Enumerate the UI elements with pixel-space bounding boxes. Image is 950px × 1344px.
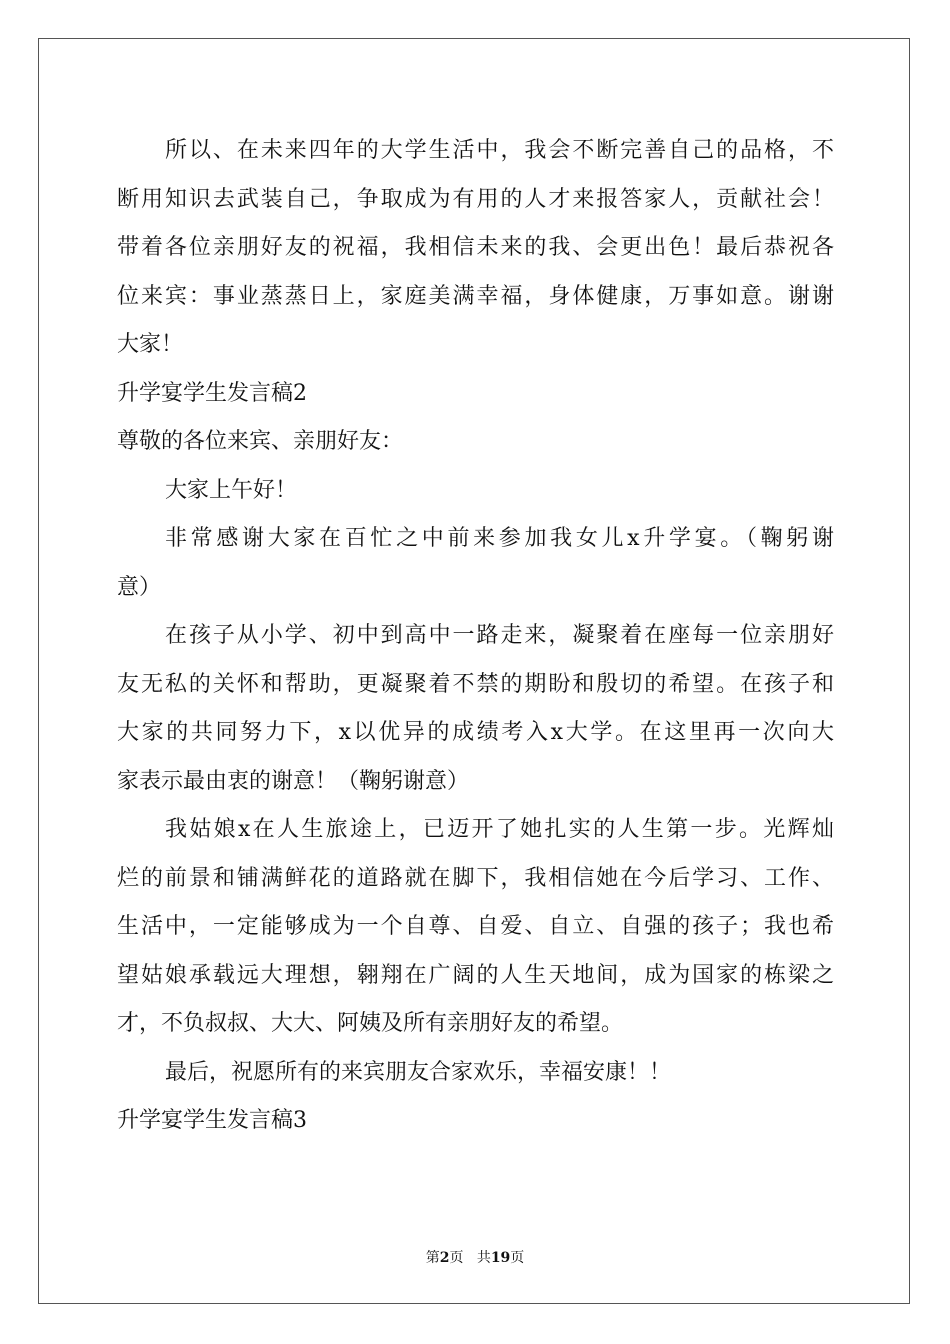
total-pages: 19 — [490, 1250, 511, 1266]
section-heading: 升学宴学生发言稿3 — [117, 1108, 307, 1133]
total-prefix: 共 — [476, 1250, 491, 1266]
paragraph-line: 非常感谢大家在百忙之中前来参加我女儿x升学宴。（鞠躬谢 — [165, 526, 834, 551]
paragraph-line: 意） — [117, 574, 162, 600]
page-number: 2 — [439, 1250, 450, 1266]
page-prefix: 第 — [425, 1250, 440, 1266]
paragraph-line: 带着各位亲朋好友的祝福，我相信未来的我、会更出色！最后恭祝各 — [117, 235, 834, 260]
paragraph-line: 烂的前景和铺满鲜花的道路就在脚下，我相信她在今后学习、工作、 — [117, 865, 834, 891]
greeting: 大家上午好！ — [165, 477, 298, 503]
section-heading: 升学宴学生发言稿2 — [117, 380, 307, 406]
paragraph-line: 生活中，一定能够成为一个自尊、自爱、自立、自强的孩子；我也希 — [117, 914, 834, 939]
paragraph-line: 所以、在未来四年的大学生活中，我会不断完善自己的品格，不 — [165, 138, 834, 163]
paragraph-line: 在孩子从小学、初中到高中一路走来，凝聚着在座每一位亲朋好 — [165, 623, 834, 648]
paragraph-line: 最后，祝愿所有的来宾朋友合家欢乐，幸福安康！！ — [165, 1059, 672, 1085]
paragraph-line: 家表示最由衷的谢意！（鞠躬谢意） — [117, 768, 470, 794]
total-suffix: 页 — [510, 1250, 525, 1266]
paragraph-line: 大家的共同努力下，x以优异的成绩考入x大学。在这里再一次向大 — [117, 720, 834, 745]
paragraph-line: 大家！ — [117, 332, 184, 357]
paragraph-line: 望姑娘承载远大理想，翱翔在广阔的人生天地间，成为国家的栋梁之 — [117, 962, 834, 988]
page-suffix: 页 — [449, 1250, 464, 1266]
paragraph-line: 我姑娘x在人生旅途上，已迈开了她扎实的人生第一步。光辉灿 — [165, 817, 834, 842]
salutation: 尊敬的各位来宾、亲朋好友： — [117, 429, 404, 454]
paragraph-line: 断用知识去武装自己，争取成为有用的人才来报答家人，贡献社会！ — [117, 186, 834, 212]
paragraph-line: 友无私的关怀和帮助，更凝聚着不禁的期盼和殷切的希望。在孩子和 — [117, 671, 834, 697]
paragraph-line: 才，不负叔叔、大大、阿姨及所有亲朋好友的希望。 — [117, 1011, 624, 1036]
document-body — [117, 127, 834, 1146]
paragraph-line: 位来宾：事业蒸蒸日上，家庭美满幸福，身体健康，万事如意。谢谢 — [117, 283, 834, 309]
page-footer — [0, 1248, 950, 1268]
